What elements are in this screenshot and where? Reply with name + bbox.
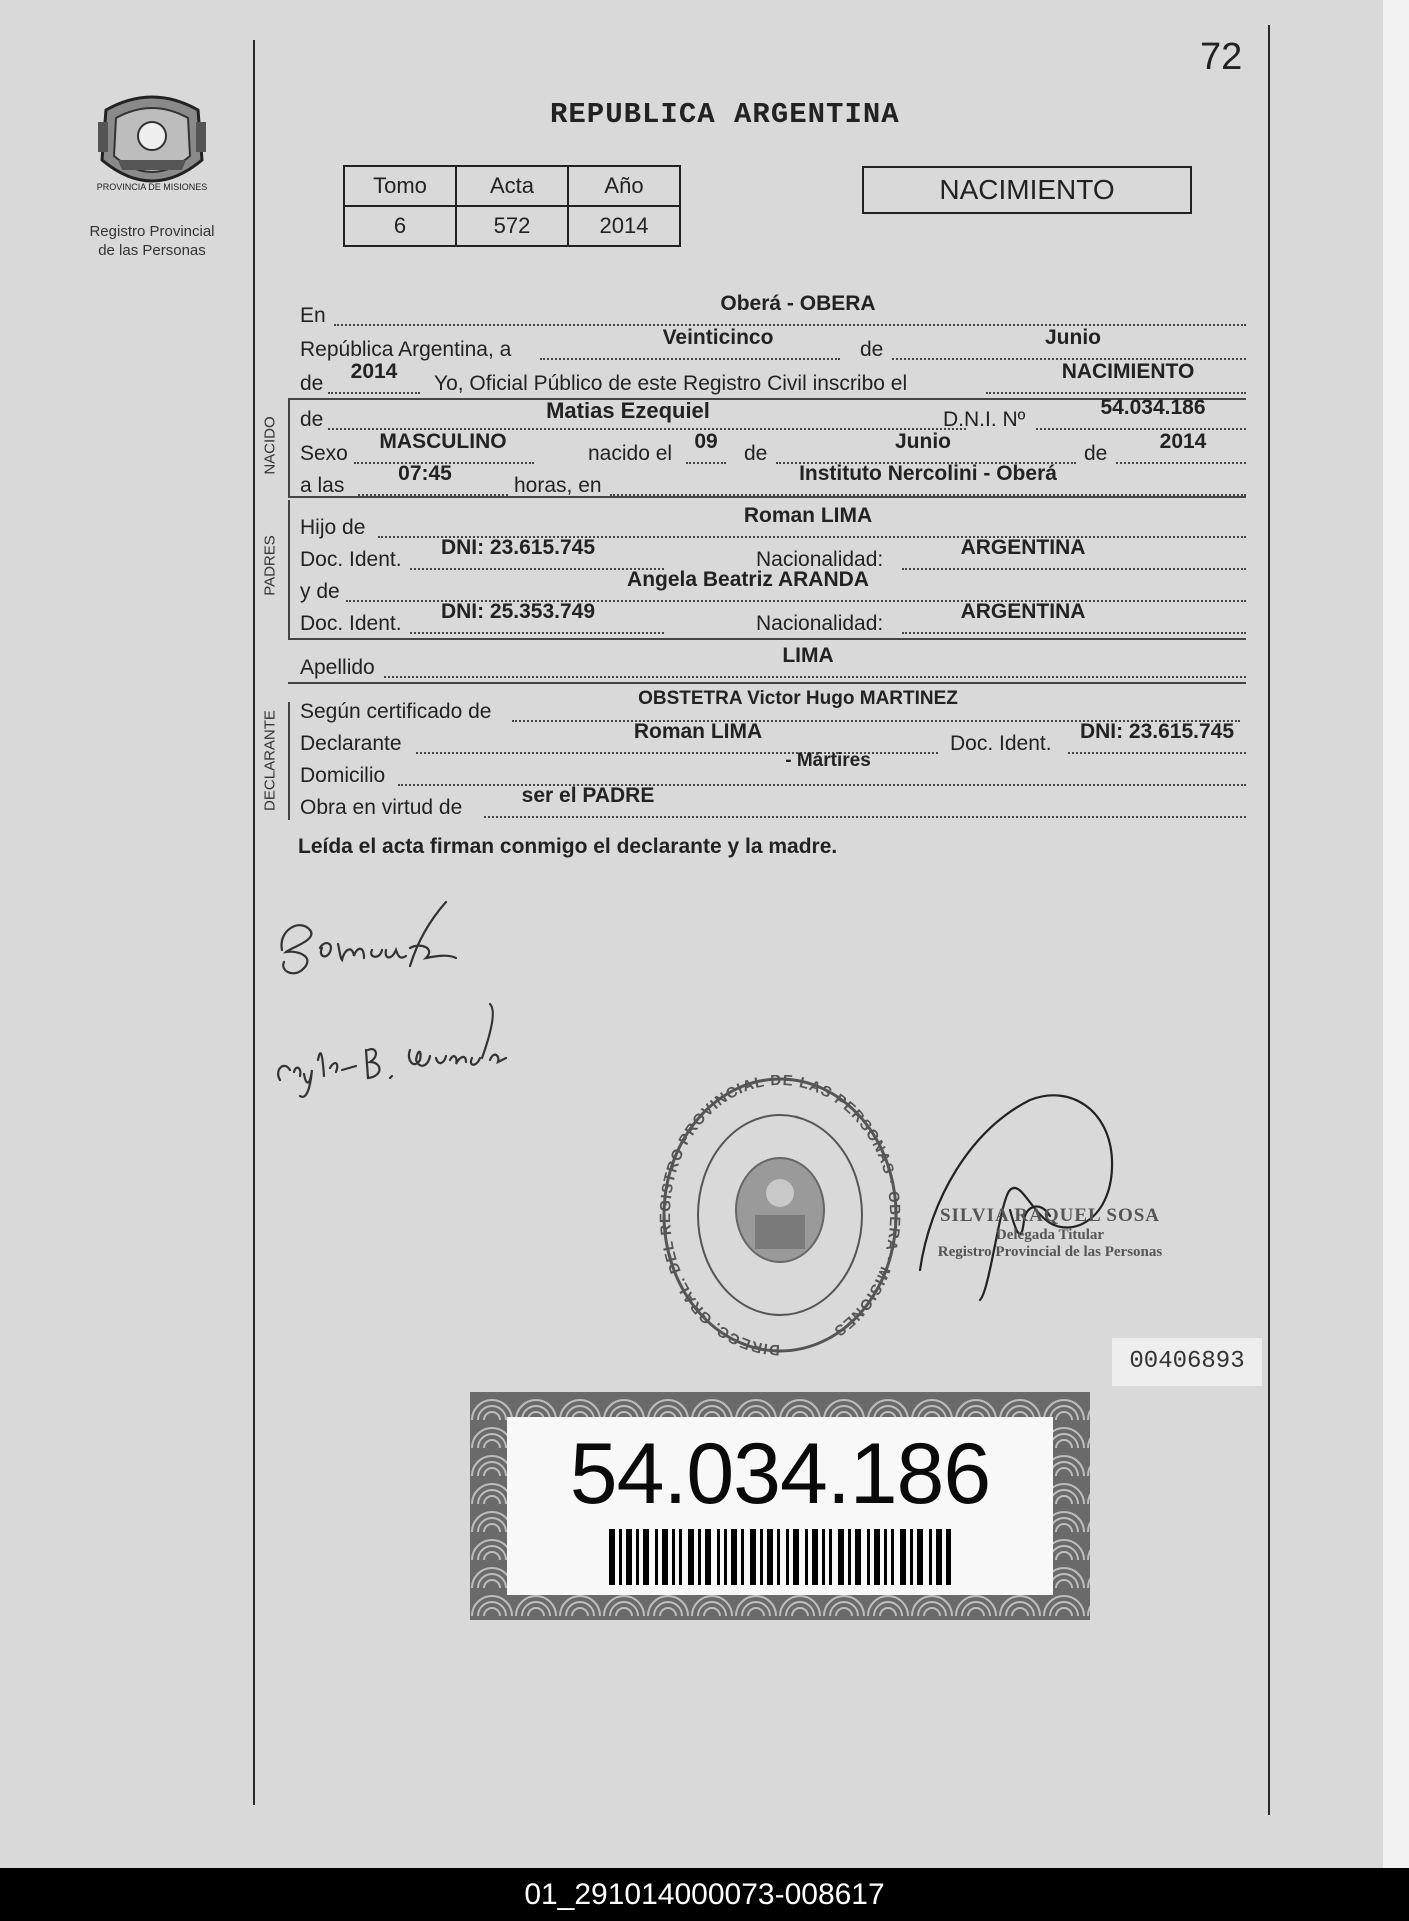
nacionalidad-label: Nacionalidad: xyxy=(756,612,884,635)
certificado-value: OBSTETRA Victor Hugo MARTINEZ xyxy=(638,688,958,709)
horas-label: horas, en xyxy=(514,474,602,497)
registry-caption-line2: de las Personas xyxy=(98,242,206,259)
scan-footer-id: 01_291014000073-008617 xyxy=(0,1868,1409,1921)
dots xyxy=(902,632,1246,634)
official-role: Delegada Titular xyxy=(995,1227,1105,1243)
month-value: Junio xyxy=(1045,326,1101,349)
domicilio-label: Domicilio xyxy=(300,764,386,787)
father-nationality-value: ARGENTINA xyxy=(960,536,1086,559)
padres-bracket xyxy=(288,500,290,638)
dots xyxy=(328,392,420,394)
sticker-label xyxy=(507,1417,1053,1595)
official-name: SILVIA RAQUEL SOSA xyxy=(939,1205,1161,1226)
provincial-seal xyxy=(92,90,212,200)
father-name-value: Roman LIMA xyxy=(743,504,873,527)
declarante-row-4 xyxy=(298,784,1246,824)
de2-label: de xyxy=(300,372,324,395)
dots xyxy=(384,676,1246,678)
intro-row-3 xyxy=(298,360,1246,400)
serial-number: 00406893 xyxy=(1112,1338,1262,1386)
dots xyxy=(484,816,1246,818)
birth-time-value: 07:45 xyxy=(398,462,452,485)
record-type-box: NACIMIENTO xyxy=(862,166,1192,214)
dots xyxy=(1116,462,1246,464)
anio-value: 2014 xyxy=(568,206,680,246)
tomo-value: 6 xyxy=(344,206,456,246)
declarante-side-label: DECLARANTE xyxy=(261,710,279,811)
declarante-doc-value: DNI: 23.615.745 xyxy=(1079,720,1235,743)
sticker-dni-number: 54.034.186 xyxy=(569,1426,991,1522)
country-title: REPUBLICA ARGENTINA xyxy=(550,98,900,131)
anio-header: Año xyxy=(568,166,680,206)
dots xyxy=(540,358,840,360)
birth-month-value: Junio xyxy=(895,430,951,453)
official-signature xyxy=(900,1090,1150,1315)
left-margin-line xyxy=(253,40,255,1805)
separator xyxy=(288,682,1246,684)
registry-caption xyxy=(60,222,244,260)
registry-table xyxy=(343,165,681,247)
mother-name-value: Angela Beatriz ARANDA xyxy=(627,568,869,591)
dots xyxy=(1068,752,1246,754)
dots xyxy=(410,632,664,634)
barcode xyxy=(609,1529,951,1585)
apellido-label: Apellido xyxy=(300,656,375,679)
mother-nationality-value: ARGENTINA xyxy=(960,600,1086,623)
separator xyxy=(288,638,1246,640)
sexo-value: MASCULINO xyxy=(379,430,507,453)
separator xyxy=(288,496,1246,498)
dni-sticker xyxy=(470,1392,1090,1620)
page-edge xyxy=(1383,0,1409,1868)
official-stamp xyxy=(655,1075,905,1370)
official-registry: Registro Provincial de las Personas xyxy=(937,1244,1163,1260)
de-label: de xyxy=(300,408,324,431)
acta-value: 572 xyxy=(456,206,568,246)
declarante-label: Declarante xyxy=(300,732,402,755)
obra-value: ser el PADRE xyxy=(521,784,655,807)
closing-statement: Leída el acta firman conmigo el declarante y la madre. xyxy=(298,835,838,858)
apellido-row xyxy=(298,644,1246,684)
certificado-label: Según certificado de xyxy=(300,700,492,723)
declarante-value: Roman LIMA xyxy=(633,720,763,743)
place-value: Oberá - OBERA xyxy=(720,292,876,315)
declarante-row-3 xyxy=(298,750,1246,792)
dni-label: D.N.I. Nº xyxy=(943,408,1026,431)
page-number: 72 xyxy=(1200,36,1243,78)
apellido-value: LIMA xyxy=(782,644,834,667)
doc-ident-label: Doc. Ident. xyxy=(300,548,402,571)
seal-label: PROVINCIA DE MISIONES xyxy=(96,182,208,192)
stamp-text: DIRECC. GRAL. DEL REGISTRO PROVINCIAL DE LAS PERSONAS · OBERA · MISIONES xyxy=(656,1075,904,1359)
de-label: de xyxy=(1084,442,1108,465)
registry-caption-line1: Registro Provincial xyxy=(89,223,215,240)
inscribo-text: Yo, Oficial Público de este Registro Civil inscribo el xyxy=(434,372,908,395)
y-de-label: y de xyxy=(300,580,340,603)
en-label: En xyxy=(300,304,326,327)
sexo-label: Sexo xyxy=(300,442,348,465)
nacido-el-label: nacido el xyxy=(588,442,673,465)
republica-label: República Argentina, a xyxy=(300,338,512,361)
child-name-value: Matias Ezequiel xyxy=(546,398,710,423)
day-words-value: Veinticinco xyxy=(662,326,774,349)
declarante-bracket xyxy=(288,702,290,820)
handwritten-signatures xyxy=(260,900,580,1105)
right-margin-line xyxy=(1268,25,1270,1815)
inscribo-value: NACIMIENTO xyxy=(1061,360,1195,383)
tomo-header: Tomo xyxy=(344,166,456,206)
dots xyxy=(902,568,1246,570)
dots xyxy=(986,392,1246,394)
birth-year-value: 2014 xyxy=(1159,430,1207,453)
doc-ident-label: Doc. Ident. xyxy=(950,732,1052,755)
birth-day-value: 09 xyxy=(694,430,718,453)
official-block xyxy=(910,1205,1190,1261)
de-label: de xyxy=(860,338,884,361)
a-las-label: a las xyxy=(300,474,345,497)
dots xyxy=(686,462,726,464)
obra-label: Obra en virtud de xyxy=(300,796,463,819)
acta-header: Acta xyxy=(456,166,568,206)
father-doc-value: DNI: 23.615.745 xyxy=(440,536,596,559)
padres-row-4 xyxy=(298,600,1246,640)
nacido-bracket xyxy=(288,400,290,496)
hijo-de-label: Hijo de xyxy=(300,516,366,539)
birth-place-value: Instituto Nercolini - Oberá xyxy=(799,462,1057,485)
doc-ident-label: Doc. Ident. xyxy=(300,612,402,635)
de-label: de xyxy=(744,442,768,465)
padres-side-label: PADRES xyxy=(261,535,279,596)
nacido-side-label: NACIDO xyxy=(261,416,279,475)
mother-doc-value: DNI: 25.353.749 xyxy=(440,600,596,623)
nacionalidad-label: Nacionalidad: xyxy=(756,548,884,571)
domicilio-value: - Mártires xyxy=(785,750,871,771)
child-dni-value: 54.034.186 xyxy=(1100,396,1206,419)
year-value: 2014 xyxy=(350,360,398,383)
